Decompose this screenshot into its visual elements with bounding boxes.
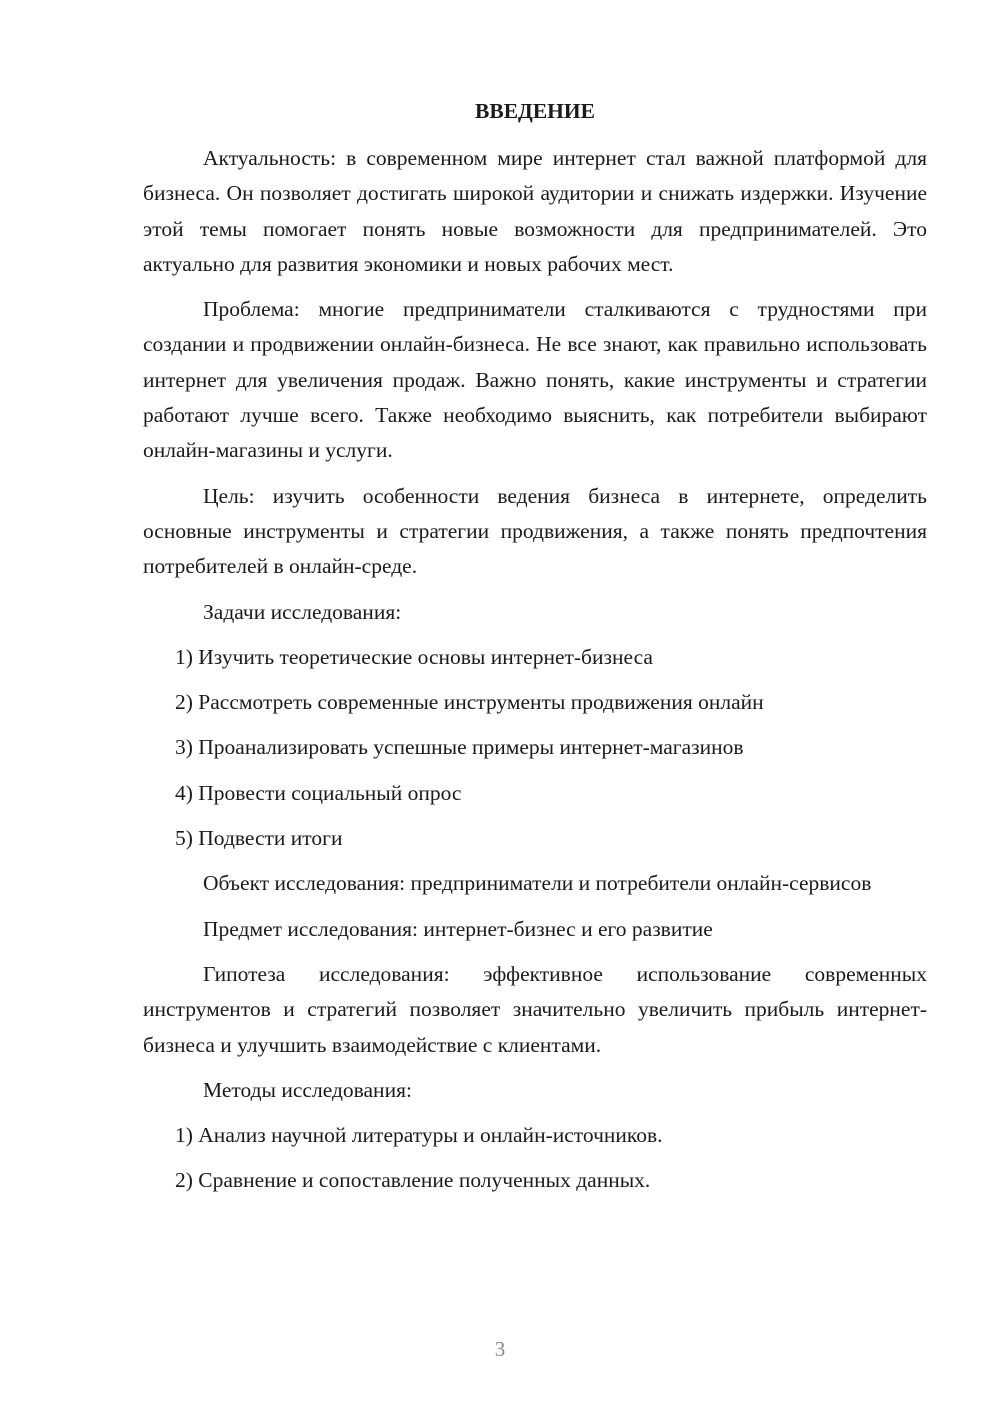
list-item: 4) Провести социальный опрос xyxy=(175,780,462,805)
document-body xyxy=(143,141,927,1209)
object-paragraph: Объект исследования: предприниматели и потребители онлайн-сервисов xyxy=(203,871,872,896)
subject-paragraph: Предмет исследования: интернет-бизнес и его развитие xyxy=(203,916,713,941)
list-item: 1) Анализ научной литературы и онлайн-источников. xyxy=(175,1123,663,1148)
list-item: 5) Подвести итоги xyxy=(175,826,343,851)
section-title: ВВЕДЕНИЕ xyxy=(475,99,595,123)
page-number: 3 xyxy=(494,1337,506,1361)
methods-list xyxy=(143,1118,927,1199)
list-item: 2) Рассмотреть современные инструменты продвижения онлайн xyxy=(175,690,764,715)
list-item: 3) Проанализировать успешные примеры интернет-магазинов xyxy=(175,735,744,760)
goal-paragraph: Цель: изучить особенности ведения бизнеса в интернете, определить основные инструменты и стратегии продвижения, а также понять предпочтения потребителей в онлайн-среде. xyxy=(143,483,927,579)
methods-heading: Методы исследования: xyxy=(203,1077,412,1102)
problem-paragraph: Проблема: многие предприниматели сталкиваются с трудностями при создании и продвижении онлайн-бизнеса. Не все знают, как правильно использовать интернет для увеличения продаж. Важно понять, какие инструменты и стратегии работают лучше всего. Также необходимо выяснить, как потребители выбирают онлайн-магазины и услуги. xyxy=(143,297,927,463)
tasks-heading: Задачи исследования: xyxy=(203,599,402,624)
list-item: 1) Изучить теоретические основы интернет-бизнеса xyxy=(175,644,653,669)
list-item: 2) Сравнение и сопоставление полученных данных. xyxy=(175,1168,651,1193)
hypothesis-paragraph: Гипотеза исследования: эффективное использование современных инструментов и стратегий позволяет значительно увеличить прибыль интернет-бизнеса и улучшить взаимодействие с клиентами. xyxy=(143,961,927,1057)
relevance-paragraph: Актуальность: в современном мире интернет стал важной платформой для бизнеса. Он позволяет достигать широкой аудитории и снижать издержки. Изучение этой темы помогает понять новые возможности для предпринимателей. Это актуально для развития экономики и новых рабочих мест. xyxy=(143,146,927,276)
tasks-list xyxy=(143,640,927,856)
